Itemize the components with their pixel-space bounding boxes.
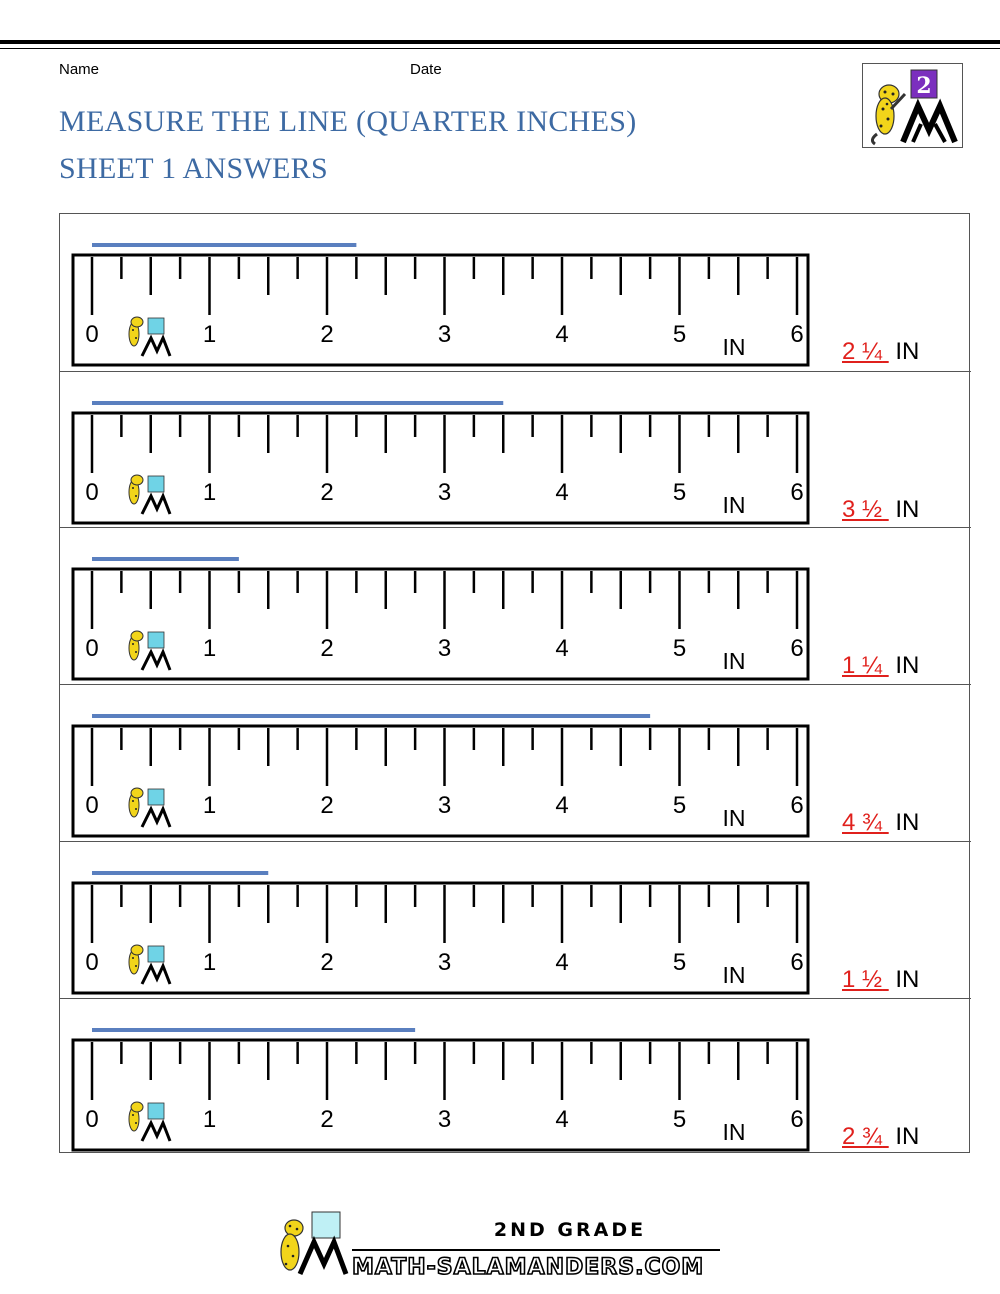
answer-unit: IN xyxy=(895,965,920,993)
ruler-unit-label: IN xyxy=(722,1118,746,1145)
question-row xyxy=(60,527,971,685)
ruler-unit-label: IN xyxy=(722,961,746,988)
question-row xyxy=(60,841,971,999)
ruler-number: 3 xyxy=(437,635,452,663)
ruler-number: 0 xyxy=(85,1105,99,1133)
answer-value: 1 ½ xyxy=(842,965,883,993)
answer-unit: IN xyxy=(895,652,920,680)
ruler-number: 5 xyxy=(672,478,687,506)
ruler-number: 2 xyxy=(320,478,334,506)
answer-value: 3 ½ xyxy=(842,495,883,523)
question-row xyxy=(60,998,971,1156)
ruler-number: 5 xyxy=(672,792,687,820)
ruler-number: 3 xyxy=(437,1105,452,1133)
ruler-number: 1 xyxy=(202,478,217,506)
ruler-number: 2 xyxy=(320,635,334,663)
ruler-number: 6 xyxy=(790,478,804,506)
ruler-graphic xyxy=(60,685,971,842)
answer-text xyxy=(842,496,919,524)
ruler-body xyxy=(73,1040,808,1150)
ruler-graphic xyxy=(60,528,971,685)
ruler-number: 4 xyxy=(555,321,569,348)
ruler-unit-label: IN xyxy=(722,805,746,832)
ruler-number: 0 xyxy=(85,792,99,820)
ruler-unit-label: IN xyxy=(722,334,746,360)
ruler-number: 6 xyxy=(790,792,804,820)
question-row xyxy=(60,214,971,371)
ruler-number: 4 xyxy=(555,478,569,506)
footer-logo xyxy=(270,1208,730,1278)
ruler-unit-label: IN xyxy=(722,648,746,675)
answer-value: 2 ¾ xyxy=(842,1122,883,1150)
ruler-number: 3 xyxy=(437,792,452,820)
ruler-number: 6 xyxy=(790,635,804,663)
ruler-number: 0 xyxy=(85,635,99,663)
ruler-number: 2 xyxy=(320,321,334,348)
ruler-number: 5 xyxy=(672,635,687,663)
ruler-number: 1 xyxy=(202,792,217,820)
ruler-graphic xyxy=(60,999,971,1156)
worksheet-title: MEASURE THE LINE (QUARTER INCHES) xyxy=(59,105,637,138)
answer-text xyxy=(842,809,919,837)
ruler-number: 4 xyxy=(555,792,569,820)
question-row xyxy=(60,371,971,529)
ruler-number: 4 xyxy=(555,635,569,663)
ruler-number: 1 xyxy=(202,1105,217,1133)
top-rule-thick xyxy=(0,40,1000,44)
ruler-body xyxy=(73,726,808,836)
ruler-number: 5 xyxy=(672,1105,687,1133)
ruler-graphic xyxy=(60,372,971,529)
ruler-number: 2 xyxy=(320,948,334,976)
answer-value: 4 ¾ xyxy=(842,809,883,837)
ruler-number: 3 xyxy=(437,321,452,348)
ruler-body xyxy=(73,569,808,679)
ruler-number: 0 xyxy=(85,948,99,976)
ruler-number: 6 xyxy=(790,321,804,348)
answer-unit: IN xyxy=(895,1122,920,1150)
ruler-number: 0 xyxy=(85,478,99,506)
salamander-logo-icon xyxy=(863,64,962,147)
ruler-number: 6 xyxy=(790,1105,804,1133)
name-label: Name xyxy=(59,61,100,78)
footer-site-text: MATH-SALAMANDERS.COM xyxy=(352,1255,705,1278)
question-row xyxy=(60,684,971,842)
answer-text xyxy=(842,966,919,994)
ruler-body xyxy=(73,413,808,523)
answers-table xyxy=(59,213,970,1153)
answer-value: 1 ¼ xyxy=(842,652,883,680)
ruler-number: 5 xyxy=(672,948,687,976)
grade-logo xyxy=(862,63,963,148)
ruler-number: 2 xyxy=(320,1105,334,1133)
ruler-number: 5 xyxy=(672,321,687,348)
ruler-number: 1 xyxy=(202,948,217,976)
ruler-body xyxy=(73,883,808,993)
answer-text xyxy=(842,338,919,366)
svg-text:2: 2 xyxy=(916,73,932,99)
answer-unit: IN xyxy=(895,495,920,523)
ruler-number: 2 xyxy=(320,792,334,820)
worksheet-subtitle: SHEET 1 ANSWERS xyxy=(59,152,328,185)
ruler-number: 3 xyxy=(437,478,452,506)
footer-grade-text: 2ND GRADE xyxy=(493,1219,647,1241)
ruler-body xyxy=(73,255,808,365)
salamander-logo-icon xyxy=(270,1208,730,1278)
top-rule-thin xyxy=(0,48,1000,49)
ruler-graphic xyxy=(60,842,971,999)
answer-unit: IN xyxy=(895,338,920,365)
ruler-number: 4 xyxy=(555,1105,569,1133)
ruler-number: 0 xyxy=(85,321,99,348)
ruler-graphic xyxy=(60,214,971,371)
answer-text xyxy=(842,652,919,680)
answer-text xyxy=(842,1123,919,1151)
ruler-number: 1 xyxy=(202,321,217,348)
answer-unit: IN xyxy=(895,809,920,837)
ruler-number: 3 xyxy=(437,948,452,976)
answer-value: 2 ¼ xyxy=(842,338,883,365)
date-label: Date xyxy=(410,61,442,78)
ruler-number: 1 xyxy=(202,635,217,663)
ruler-number: 6 xyxy=(790,948,804,976)
ruler-unit-label: IN xyxy=(722,491,746,518)
ruler-number: 4 xyxy=(555,948,569,976)
